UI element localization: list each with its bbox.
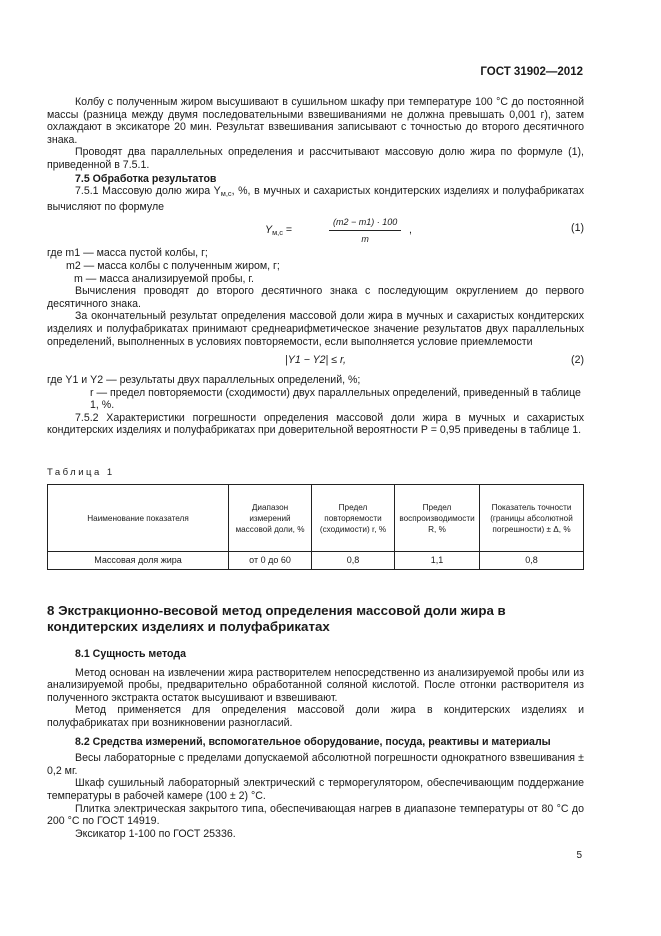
paragraph-oven: Шкаф сушильный лабораторный электрический с терморегулятором, обеспечивающим поддержание температуры в рабочей камере (100 ± 2) °С. [47,777,584,802]
formula-1-lhs: Y [265,224,273,237]
formula-2-expr: |Y1 − Y2| ≤ r, [285,354,346,367]
legend-m: m — масса анализируемой пробы, г. [74,272,254,285]
table-row [48,552,584,570]
paragraph-desiccator: Эксикатор 1-100 по ГОСТ 25336. [75,827,236,840]
paragraph-7-5-1: 7.5.1 Массовую долю жира $Y_{м,с}$, %, в мучных и сахаристых кондитерских изделиях и полуфабрикатах вычисляют по формуле [47,185,584,213]
table-cell: Массовая доля жира [48,552,229,570]
formula-1-number: (1) [571,222,584,235]
heading-8-2: 8.2 Средства измерений, вспомогательное оборудование, посуда, реактивы и материалы [75,735,551,748]
formula-1: $Y_{м,с}$ = $\frac{(m2 - m1) \cdot 100}{m}$ , (1) [265,217,584,244]
page-number: 5 [576,850,582,861]
paragraph-calc: Вычисления проводят до второго десятичного знака с последующим округлением до первого десятичного знака. [47,285,584,310]
formula-1-numerator: (m2 − m1) · 100 [333,217,398,228]
paragraph-8-1-a: Метод основан на извлечении жира растворителем непосредственно из анализируемой пробы или из анализируемой пробы, предварительно обработанной соляной кислотой. После отгонки растворителя из полученного экстракта остаток высушивают и взвешивают. [47,666,584,704]
formula-2 [47,352,584,370]
heading-8-1: 8.1 Сущность метода [75,648,187,660]
table-header-cell: Диапазон измерений массовой доли, % [229,485,312,552]
table-header-cell: Показатель точности (границы абсолютной погрешности) ± Δ, % [480,485,584,552]
heading-7-5: 7.5 Обработка результатов [75,172,217,185]
paragraph-parallel: Проводят два параллельных определения и рассчитывают массовую долю жира по формуле (1), приведенной в 7.5.1. [47,146,584,171]
legend-r: r — предел повторяемости (сходимости) двух параллельных определений, приведенный в таблице 1, %. [90,386,581,412]
section-8-heading: 8 Экстракционно-весовой метод определения массовой доли жира в кондитерских изделиях и полуфабрикатах [47,603,506,634]
table-cell: 0,8 [312,552,395,570]
paragraph-final-result: За окончательный результат определения массовой доли жира в мучных и сахаристых кондитерских изделиях и полуфабрикатах принимают среднеарифметическое значение результатов двух параллельных определений, выполненных в условиях повторяемости, если выполняется условие приемлемости [47,310,584,348]
body-section-8 [47,648,584,840]
formula-2-number: (2) [571,354,584,367]
formula-2-legend [47,374,584,412]
formula-1-fraction [329,216,401,245]
formula-1-legend [47,247,584,285]
paragraph-hotplate: Плитка электрическая закрытого типа, обеспечивающая нагрев в диапазоне температуры от 80 °С до 200 °С по ГОСТ 14919. [47,802,584,828]
paragraph-scales: Весы лабораторные с пределами допускаемой абсолютной погрешности однократного взвешивания ± 0,2 мг. [47,752,584,777]
paragraph-drying: Колбу с полученным жиром высушивают в сушильном шкафу при температуре 100 °С до постоянной массы (разница между двумя последовательными взвешиваниями не должна превышать 0,001 г), затем охлаждают в эксикаторе 20 мин. Результат взвешивания записывают с точностью до второго десятичного знака. [47,96,584,146]
formula-1-denominator: m [361,233,369,244]
paragraph-8-1-b: Метод применяется для определения массовой доли жира в кондитерских изделиях и полуфабрикатах при возникновении разногласий. [47,704,584,729]
standard-header: ГОСТ 31902—2012 [480,66,583,78]
table-header-cell: Предел повторяемости (сходимости) r, % [312,485,395,552]
table-header-row [48,485,584,552]
paragraph-7-5-2: 7.5.2 Характеристики погрешности определения массовой доли жира в мучных и сахаристых кондитерских изделиях и полуфабрикатах при доверительной вероятности P = 0,95 приведены в таблице 1. [47,411,584,437]
table-cell: 1,1 [395,552,480,570]
table-cell: 0,8 [480,552,584,570]
body-top [47,96,584,437]
legend-m1: где m1 — масса пустой колбы, г; [47,247,208,260]
table-caption: Таблица 1 [47,467,115,478]
table-cell: от 0 до 60 [229,552,312,570]
legend-m2: m2 — масса колбы с полученным жиром, г; [66,259,280,272]
table-header-cell: Предел воспроизводимости R, % [395,485,480,552]
formula-1-tail: , [409,224,412,237]
table-header-cell: Наименование показателя [48,485,229,552]
legend-y: где Y1 и Y2 — результаты двух параллельных определений, %; [47,374,361,387]
table-1 [47,484,584,570]
